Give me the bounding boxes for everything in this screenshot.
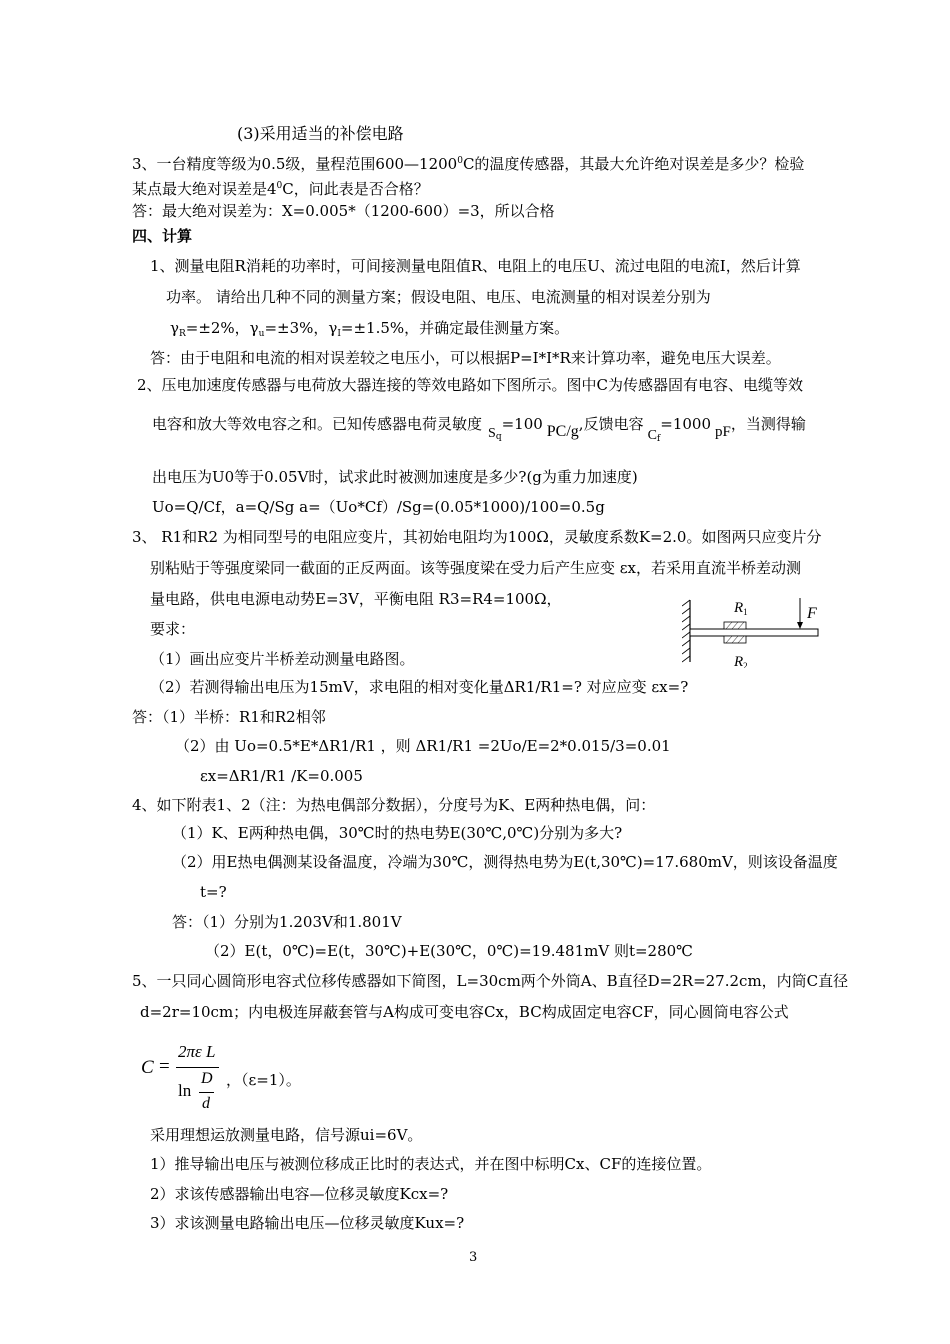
calc-4-q1: （1）K、E两种热电偶，30℃时的热电势E(30℃,0℃)分别为多大? <box>172 824 623 842</box>
calc-5-q3: 3）求该测量电路输出电压—位移灵敏度Kux=? <box>150 1214 465 1232</box>
fig-label-r2: $R_2$ <box>734 654 748 668</box>
section-heading-calculation: 四、计算 <box>132 227 193 245</box>
calc-4-q2: （2）用E热电偶测某设备温度，冷端为30℃，测得热电势为E(t,30℃)=17.680mV，则该设备温度 <box>172 853 838 871</box>
calc-3-answer-3: εx=ΔR1/R1 /K=0.005 <box>200 767 363 785</box>
inner-fraction-bar <box>199 1092 214 1093</box>
calc-5-text: 5、一只同心圆筒形电容式位移传感器如下简图，L=30cm两个外筒A、B直径D=2R=27.2cm，内筒C直径 <box>132 972 849 990</box>
calc-4-text: 4、如下附表1、2（注：为热电偶部分数据），分度号为K、E两种热电偶，问： <box>132 796 656 814</box>
calc-2-text-cont: 电容和放大等效电容之和。已知传感器电荷灵敏度$S_q=100$ PC/g,反馈电容$C_f=1000$ pF，当测得输 <box>152 415 806 444</box>
calc-3-answer-2: （2）由 Uo=0.5*E*ΔR1/R1 ，则 ΔR1/R1 =2Uo/E=2*0.015/3=0.01 <box>175 737 671 755</box>
calc-1-text: 1、测量电阻R消耗的功率时，可间接测量电阻值R、电阻上的电压U、流过电阻的电流I，然后计算 <box>150 257 801 275</box>
fraction-bar <box>176 1067 219 1068</box>
calc-4-answer-2: （2）E(t，0℃)=E(t，30℃)+E(30℃，0℃)=19.481mV 则t=280℃ <box>205 942 693 960</box>
calc-4-answer-1: 答：（1）分别为1.203V和1.801V <box>172 913 402 931</box>
calc-4-q2-cont: t=? <box>200 883 227 901</box>
fig-label-force: F <box>807 605 817 622</box>
line-compensation-circuit: (3)采用适当的补偿电路 <box>237 124 404 143</box>
calc-3-req-2: （2）若测得输出电压为15mV，求电阻的相对变化量ΔR1/R1=? 对应应变 εx=? <box>150 678 689 696</box>
calc-5-text-cont: d=2r=10cm；内电极连屏蔽套管与A构成可变电容Cx，BC构成固定电容CF，同心圆筒电容公式 <box>140 1003 789 1021</box>
page-number: 3 <box>469 1250 478 1265</box>
calc-3-req-1: （1）画出应变片半桥差动测量电路图。 <box>150 650 415 668</box>
question-3-text-cont: 某点最大绝对误差是$4^0C$，问此表是否合格？ <box>132 180 429 198</box>
question-3-text: 3、一台精度等级为0.5级，量程范围600—1200$^0$C的温度传感器，其最大允许绝对误差是多少？检验 <box>132 155 805 173</box>
calc-5-q2: 2）求该传感器输出电容—位移灵敏度Kcx=? <box>150 1185 449 1203</box>
calc-3-text-cont2: 量电路，供电电源电动势E=3V，平衡电阻 R3=R4=100Ω， <box>150 590 562 608</box>
calc-3-requirements: 要求： <box>150 620 196 638</box>
calc-1-answer: 答：由于电阻和电流的相对误差较之电压小，可以根据P=I*I*R来计算功率，避免电压大误差。 <box>150 349 781 367</box>
answer-3: 答：最大绝对误差为：X=0.005*（1200-600）=3，所以合格 <box>132 202 555 220</box>
calc-2-text: 2、压电加速度传感器与电荷放大器连接的等效电路如下图所示。图中C为传感器固有电容、电缆等效 <box>137 376 804 394</box>
calc-3-answer-1: 答：（1）半桥：R1和R2相邻 <box>132 708 326 726</box>
calc-5-circuit: 采用理想运放测量电路，信号源ui=6V。 <box>150 1126 423 1144</box>
calc-1-errors: $\gamma_R=\pm 2\%$，$\gamma_u=\pm 3\%$，$\gamma_I=\pm 1.5\%$，并确定最佳测量方案。 <box>170 319 570 339</box>
strain-beam-figure <box>682 596 824 668</box>
calc-3-text-cont: 别粘贴于等强度梁同一截面的正反两面。该等强度梁在受力后产生应变 εx，若采用直流半桥差动测 <box>150 559 802 577</box>
calc-2-question: 出电压为U0等于0.05V时，试求此时被测加速度是多少?(g为重力加速度) <box>152 468 638 486</box>
calc-1-text-cont: 功率。 请给出几种不同的测量方案；假设电阻、电压、电流测量的相对误差分别为 <box>166 288 711 306</box>
calc-2-answer: Uo=Q/Cf，a=Q/Sg a=（Uo*Cf）/Sg=(0.05*1000)/100=0.5g <box>152 498 605 516</box>
fig-label-r1: $R_1$ <box>734 600 748 617</box>
calc-5-q1: 1）推导输出电压与被测位移成正比时的表达式，并在图中标明Cx、CF的连接位置。 <box>150 1155 712 1173</box>
calc-3-text: 3、 R1和R2 为相同型号的电阻应变片，其初始电阻均为100Ω，灵敏度系数K=2.0。如图两只应变片分 <box>132 528 822 546</box>
